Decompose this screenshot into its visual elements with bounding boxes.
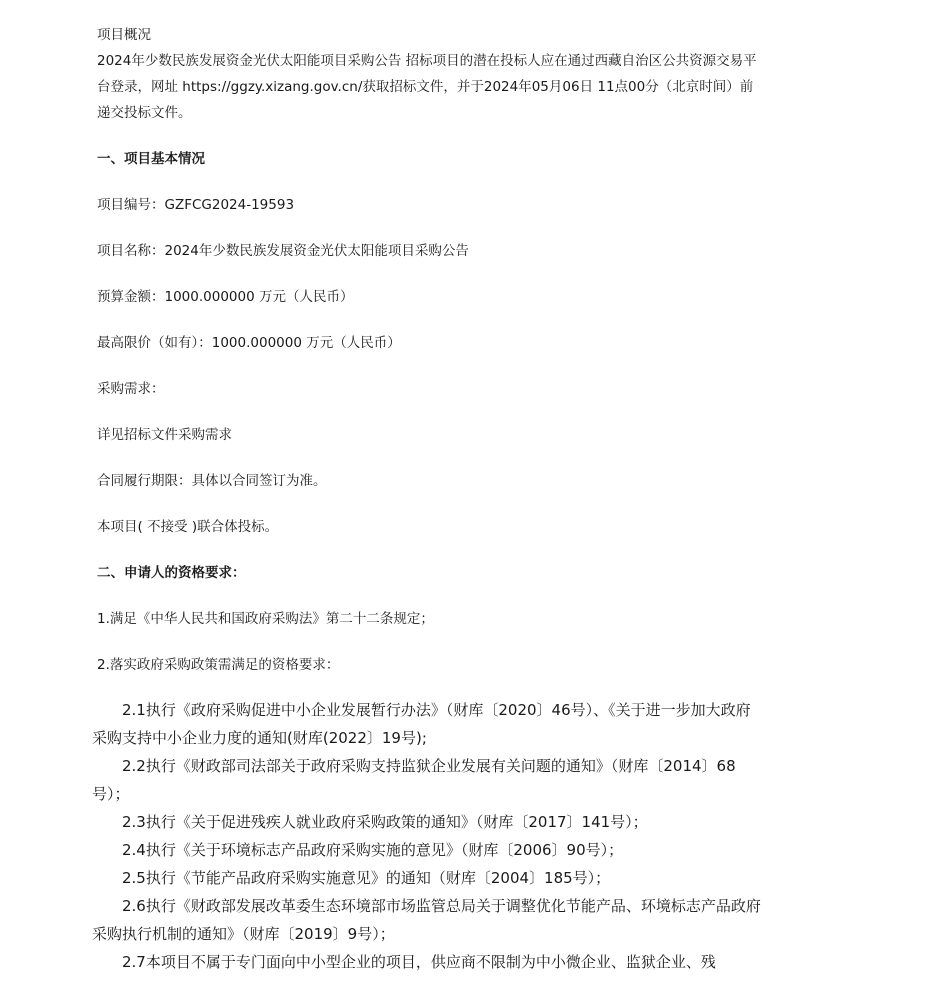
policy-item: 2.2执行《财政部司法部关于政府采购支持监狱企业发展有关问题的通知》（财库〔2014〕68号）； — [92, 757, 736, 803]
requirement-label: 采购需求： — [97, 381, 165, 397]
section1-heading: 一、项目基本情况 — [97, 151, 205, 167]
consortium-note: 本项目( 不接受 )联合体投标。 — [97, 519, 279, 535]
project-name: 项目名称：2024年少数民族发展资金光伏太阳能项目采购公告 — [97, 243, 469, 259]
section2-heading: 二、申请人的资格要求： — [97, 565, 246, 581]
policy-item: 2.6执行《财政部发展改革委生态环境部市场监管总局关于调整优化节能产品、环境标志产品政府采购执行机制的通知》（财库〔2019〕9号）； — [92, 897, 761, 943]
policy-list — [92, 696, 762, 976]
requirement-value: 详见招标文件采购需求 — [97, 427, 232, 443]
policy-item: 2.7本项目不属于专门面向中小型企业的项目，供应商不限制为中小微企业、监狱企业、残 — [122, 953, 716, 971]
requirement-2: 2.落实政府采购政策需满足的资格要求： — [97, 657, 340, 673]
budget-amount: 预算金额：1000.000000 万元（人民币） — [97, 289, 354, 305]
contract-period: 合同履行期限：具体以合同签订为准。 — [97, 473, 327, 489]
overview-text: 2024年少数民族发展资金光伏太阳能项目采购公告 招标项目的潜在投标人应在通过西藏自治区公共资源交易平台登录，网址 https://ggzy.xizang.gov.cn/获取招标文件，并于2024年05月06日 11点00分（北京时间）前递交投标文件。 — [97, 53, 757, 121]
policy-item: 2.1执行《政府采购促进中小企业发展暂行办法》（财库〔2020〕46号）、《关于进一步加大政府采购支持中小企业力度的通知(财库(2022〕19号); — [92, 701, 751, 747]
max-price: 最高限价（如有）：1000.000000 万元（人民币） — [97, 335, 401, 351]
policy-item: 2.4执行《关于环境标志产品政府采购实施的意见》（财库〔2006〕90号）； — [122, 841, 624, 859]
policy-item: 2.5执行《节能产品政府采购实施意见》的通知（财库〔2004〕185号）； — [122, 869, 611, 887]
project-number: 项目编号：GZFCG2024-19593 — [97, 197, 295, 213]
announcement-body — [92, 22, 762, 976]
overview-title: 项目概况 — [97, 27, 151, 43]
policy-item: 2.3执行《关于促进残疾人就业政府采购政策的通知》（财库〔2017〕141号）； — [122, 813, 648, 831]
requirement-1: 1.满足《中华人民共和国政府采购法》第二十二条规定； — [97, 611, 434, 627]
